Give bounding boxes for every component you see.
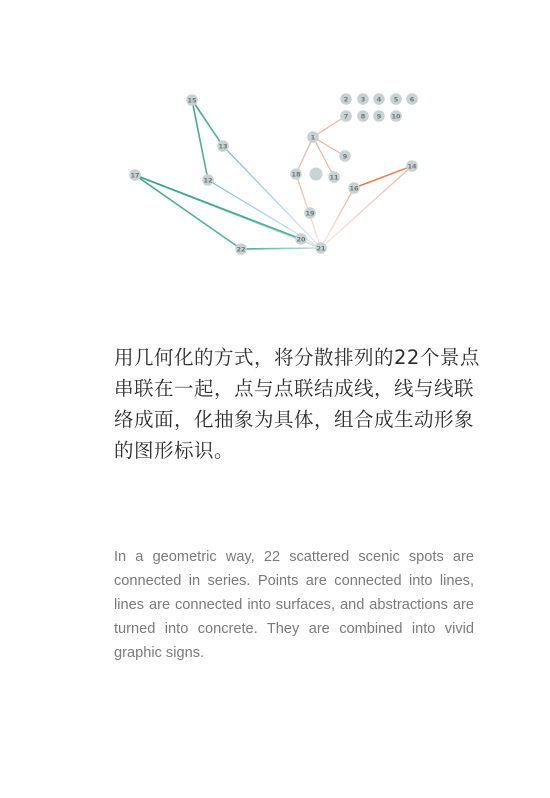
node-label: 8 [360,112,366,121]
node-15 [186,94,198,106]
node-label: 13 [218,142,228,151]
chinese-description: 用几何化的方式，将分散排列的22个景点串联在一起，点与点联结成线，线与线联络成面，化抽象为具体，组合成生动形象的图形标识。 [114,346,480,462]
edge-n17-n21 [135,175,321,248]
node-11 [328,171,340,183]
node-10 [390,110,402,122]
node-14 [406,160,418,172]
node-label: 9 [342,152,348,161]
node-4 [373,93,385,105]
edge-n22-n21 [241,248,321,249]
node-label: 5 [393,95,399,104]
node-label: 15 [187,96,197,105]
node-label: 20 [296,235,306,244]
english-description: In a geometric way, 22 scattered scenic spots are connected in series. Points are connected into lines, lines are connected into surfaces, and abstractions are turned into concrete. They are combined into vivid graphic signs. [114,549,474,661]
node-9 [373,110,385,122]
node-18 [290,168,302,180]
node-3 [357,93,369,105]
node-label: 21 [316,244,326,253]
node-22 [235,243,247,255]
node-8 [357,110,369,122]
node-label: 2 [343,95,349,104]
node-label: 18 [291,170,301,179]
node-label: 19 [305,209,315,218]
node-label: 4 [376,95,382,104]
node-21 [315,242,327,254]
node-label: 10 [391,112,401,121]
node-12 [202,174,214,186]
scenic-spots-network-diagram [0,0,550,300]
edge-n1-n18 [296,137,313,174]
node-6 [406,93,418,105]
node-label: 11 [329,173,339,182]
node-label: 17 [130,171,140,180]
node-9 [339,150,351,162]
node-label: 14 [407,162,417,171]
node-label: 12 [203,176,213,185]
edge-n16-n14 [354,166,412,188]
edge-n13-n21 [223,146,321,248]
node-17 [129,169,141,181]
node-label: 6 [409,95,415,104]
edge-n1-n7 [313,116,346,137]
node-5 [390,93,402,105]
diagram-edges [135,100,412,249]
node-label: 16 [349,184,359,193]
node-1 [307,131,319,143]
diagram-nodes [129,93,418,255]
node-label: 9 [376,112,382,121]
center-node [310,168,323,181]
node-19 [304,207,316,219]
edge-n16-n21 [321,188,354,248]
edge-n17-n22 [135,175,241,249]
node-13 [217,140,229,152]
node-label: 3 [360,95,366,104]
node-20 [295,233,307,245]
node-2 [340,93,352,105]
node-label: 7 [343,112,349,121]
node-label: 22 [236,245,246,254]
node-label: 1 [310,133,316,142]
node-7 [340,110,352,122]
node-16 [348,182,360,194]
